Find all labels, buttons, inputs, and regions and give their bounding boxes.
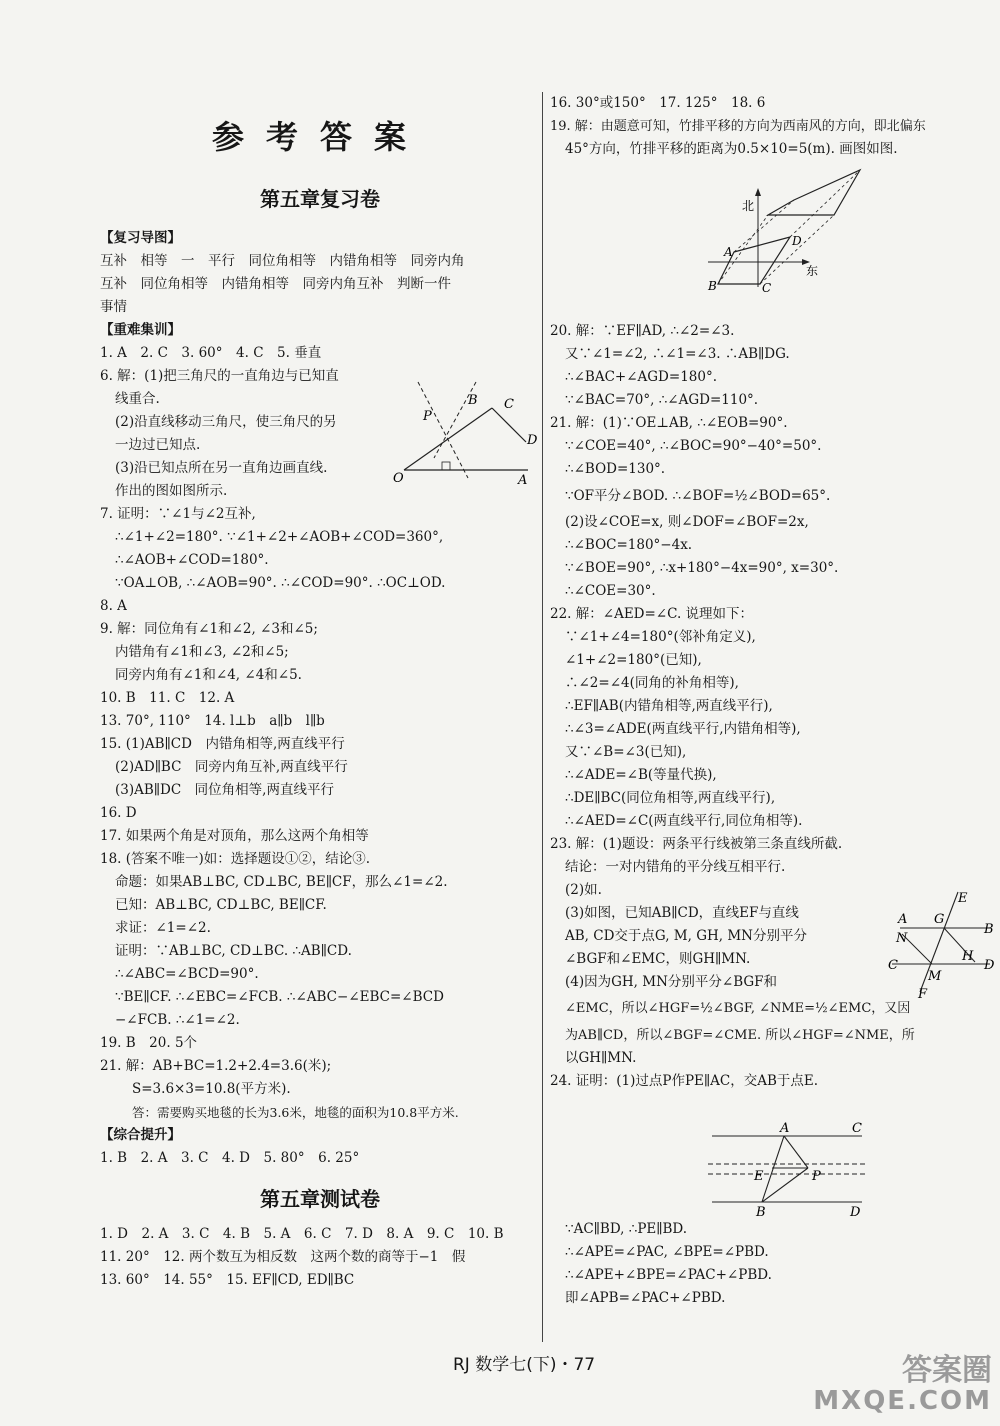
answer-line: 16. 30°或150° 17. 125° 18. 6 (550, 95, 766, 111)
answer-line: 线重合. (115, 391, 160, 407)
key-training-heading: 【重难集训】 (100, 322, 181, 338)
q19-label-c: C (762, 281, 772, 295)
answer-line: 10. B 11. C 12. A (100, 690, 235, 706)
page-footer: RJ 数学七(下)・77 (453, 1355, 596, 1375)
answer-line: 19. 解：由题意可知，竹排平移的方向为西南风的方向，即北偏东 (550, 119, 926, 134)
answer-line: ∴DE∥BC(同位角相等,两直线平行), (565, 790, 776, 806)
q23-label-d: D (984, 958, 995, 973)
answer-line: 结论：一对内错角的平分线互相平行. (565, 859, 786, 875)
q23-label-c: C (888, 958, 898, 973)
q23-label-g: G (934, 912, 945, 927)
answer-line: (2)AD∥BC 同旁内角互补,两直线平行 (115, 759, 348, 775)
q6-label-p: P (423, 409, 432, 424)
q6-figure (390, 380, 540, 488)
answer-line: 13. 60° 14. 55° 15. EF∥CD, ED∥BC (100, 1272, 355, 1288)
review-map-line: 事情 (100, 299, 127, 315)
answer-line: 内错角有∠1和∠3, ∠2和∠5; (115, 644, 289, 660)
answer-line: 20. 解：∵EF∥AD, ∴∠2=∠3. (550, 323, 735, 339)
answer-line: ∴∠2=∠4(同角的补角相等), (565, 675, 739, 691)
answer-line: ∵BE∥CF. ∴∠EBC=∠FCB. ∴∠ABC−∠EBC=∠BCD (115, 989, 444, 1005)
answer-line: 24. 证明：(1)过点P作PE∥AC，交AB于点E. (550, 1073, 819, 1089)
answer-line: (2)沿直线移动三角尺，使三角尺的另 (115, 414, 337, 430)
answer-line: 即∠APB=∠PAC+∠PBD. (565, 1290, 726, 1306)
answer-line: 以GH∥MN. (565, 1050, 637, 1066)
answer-line: 为AB∥CD，所以∠BGF=∠CME. 所以∠HGF=∠NME，所 (565, 1028, 915, 1043)
answer-line: AB, CD交于点G, M, GH, MN分别平分 (565, 928, 807, 944)
answer-line: 命题：如果AB⊥BC, CD⊥BC, BE∥CF，那么∠1=∠2. (115, 874, 448, 890)
q6-label-b: B (468, 393, 478, 408)
q23-label-b: B (984, 922, 994, 937)
q24-label-a: A (780, 1121, 790, 1136)
q19-label-a: A (724, 245, 733, 259)
q24-label-e: E (754, 1169, 764, 1184)
q23-label-e: E (958, 891, 968, 906)
answer-line: 1. A 2. C 3. 60° 4. C 5. 垂直 (100, 345, 322, 361)
q23-label-a: A (898, 912, 908, 927)
answer-line: 9. 解：同位角有∠1和∠2, ∠3和∠5; (100, 621, 318, 637)
q23-figure (880, 888, 998, 1000)
answer-line: ∠EMC，所以∠HGF=½∠BGF, ∠NME=½∠EMC，又因 (565, 1001, 911, 1016)
answer-line: 1. B 2. A 3. C 4. D 5. 80° 6. 25° (100, 1150, 360, 1166)
answer-line: 11. 20° 12. 两个数互为相反数 这两个数的商等于−1 假 (100, 1249, 466, 1265)
answer-line: −∠FCB. ∴∠1=∠2. (115, 1012, 240, 1028)
answer-line: 23. 解：(1)题设：两条平行线被第三条直线所截. (550, 836, 843, 852)
q19-label-b: B (708, 279, 717, 293)
right-column-bottom (550, 1218, 990, 1310)
answer-line: 8. A (100, 598, 127, 614)
q23-label-n: N (896, 931, 908, 946)
answer-line: ∠BGF和∠EMC，则GH∥MN. (565, 951, 751, 967)
q23-label-h: H (962, 949, 974, 964)
ch5-review-title: 第五章复习卷 (260, 187, 380, 211)
review-map-line: 互补 相等 一 平行 同位角相等 内错角相等 同旁内角 (100, 253, 465, 269)
q24-label-c: C (852, 1121, 862, 1136)
q6-label-d: D (527, 433, 538, 448)
answer-line: (3)AB∥DC 同位角相等,两直线平行 (115, 782, 334, 798)
answer-line: S=3.6×3=10.8(平方米). (132, 1081, 291, 1097)
answer-line: (3)如图，已知AB∥CD，直线EF与直线 (565, 905, 799, 921)
answer-line: ∵∠BOE=90°, ∴x+180°−4x=90°, x=30°. (565, 560, 839, 576)
answer-line: 证明：∵AB⊥BC, CD⊥BC. ∴AB∥CD. (115, 943, 352, 959)
answer-line: 13. 70°, 110° 14. l⊥b a∥b l∥b (100, 713, 325, 729)
right-column-top (550, 92, 990, 161)
answer-line: (2)设∠COE=x, 则∠DOF=∠BOF=2x, (565, 514, 809, 530)
q24-figure (700, 1118, 872, 1218)
answer-line: 求证：∠1=∠2. (115, 920, 211, 936)
answer-line: ∴∠COE=30°. (565, 583, 656, 599)
answer-line: (3)沿已知点所在另一直角边画直线. (115, 460, 328, 476)
answer-line: 已知：AB⊥BC, CD⊥BC, BE∥CF. (115, 897, 327, 913)
answer-line: 6. 解：(1)把三角尺的一直角边与已知直 (100, 368, 339, 384)
column-divider (542, 92, 543, 1342)
answer-line: 1. D 2. A 3. C 4. B 5. A 6. C 7. D 8. A 9. C 10. B (100, 1226, 504, 1242)
answer-line: 作出的图如图所示. (115, 483, 228, 499)
q6-label-o: O (393, 471, 404, 486)
answer-line: (4)因为GH, MN分别平分∠BGF和 (565, 974, 778, 990)
q19-label-east: 东 (806, 264, 819, 278)
answer-line: ∴∠3=∠ADE(两直线平行,内错角相等), (565, 721, 801, 737)
q23-label-m: M (928, 969, 942, 984)
q23-label-f: F (918, 987, 928, 1000)
answer-line: 21. 解：AB+BC=1.2+2.4=3.6(米); (100, 1058, 332, 1074)
answer-line: 15. (1)AB∥CD 内错角相等,两直线平行 (100, 736, 345, 752)
answer-line: ∴∠BAC+∠AGD=180°. (565, 369, 718, 385)
answer-line: 答：需要购买地毯的长为3.6米，地毯的面积为10.8平方米. (132, 1105, 459, 1120)
answer-line: 17. 如果两个角是对顶角，那么这两个角相等 (100, 828, 369, 844)
q24-label-p: P (812, 1169, 821, 1184)
answer-line: 7. 证明：∵∠1与∠2互补, (100, 506, 256, 522)
answer-line: 又∵∠1=∠2, ∴∠1=∠3. ∴AB∥DG. (565, 346, 790, 362)
comprehensive-heading: 【综合提升】 (100, 1127, 181, 1143)
answer-line: ∴∠1+∠2=180°. ∵∠1+∠2+∠AOB+∠COD=360°, (115, 529, 444, 545)
answer-line: ∵AC∥BD, ∴PE∥BD. (565, 1221, 688, 1237)
answer-line: ∴∠APE+∠BPE=∠PAC+∠PBD. (565, 1267, 772, 1283)
left-column (100, 188, 540, 1292)
answer-line: ∵∠COE=40°, ∴∠BOC=90°−40°=50°. (565, 438, 822, 454)
watermark-line1: 答案圈 (902, 1353, 992, 1388)
answer-line: ∴∠BOD=130°. (565, 461, 666, 477)
answer-line: ∴∠ADE=∠B(等量代换), (565, 767, 717, 783)
answer-line: 45°方向，竹排平移的距离为0.5×10=5(m). 画图如图. (565, 141, 898, 157)
watermark-line2: MXQE.COM (813, 1386, 992, 1416)
answer-line: ∴∠BOC=180°−4x. (565, 537, 693, 553)
answer-line: 同旁内角有∠1和∠4, ∠4和∠5. (115, 667, 302, 683)
q24-label-d: D (850, 1205, 861, 1218)
q6-label-c: C (504, 397, 514, 412)
review-map-line: 互补 同位角相等 内错角相等 同旁内角互补 判断一件 (100, 276, 451, 292)
q19-label-north: 北 (742, 199, 755, 213)
answer-line: ∵∠BAC=70°, ∴∠AGD=110°. (565, 392, 759, 408)
answer-line: 16. D (100, 805, 137, 821)
answer-line: ∴∠APE=∠PAC, ∠BPE=∠PBD. (565, 1244, 769, 1260)
answer-line: ∴∠AOB+∠COD=180°. (115, 552, 269, 568)
page-title: 参考答案 (211, 118, 428, 156)
answer-line: ∵∠1+∠4=180°(邻补角定义), (565, 629, 756, 645)
ch5-test-title: 第五章测试卷 (260, 1187, 380, 1211)
answer-line: 又∵∠B=∠3(已知), (565, 744, 687, 760)
answer-line: 18. (答案不唯一)如：选择题设①②，结论③. (100, 851, 371, 867)
answer-line: 22. 解：∠AED=∠C. 说理如下： (550, 606, 754, 622)
q19-label-d: D (792, 234, 802, 248)
q24-label-b: B (756, 1205, 766, 1218)
answer-line: ∵OA⊥OB, ∴∠AOB=90°. ∴∠COD=90°. ∴OC⊥OD. (115, 575, 446, 591)
answer-line: ∵OF平分∠BOD. ∴∠BOF=½∠BOD=65°. (565, 488, 831, 504)
answer-line: ∠1+∠2=180°(已知), (565, 652, 702, 668)
q6-label-a: A (518, 473, 528, 488)
answer-line: ∴EF∥AB(内错角相等,两直线平行), (565, 698, 773, 714)
answer-line: ∴∠ABC=∠BCD=90°. (115, 966, 259, 982)
answer-line: ∴∠AED=∠C(两直线平行,同位角相等). (565, 813, 803, 829)
answer-line: (2)如. (565, 882, 602, 898)
watermark-logo (813, 1353, 992, 1416)
answer-line: 21. 解：(1)∵OE⊥AB, ∴∠EOB=90°. (550, 415, 788, 431)
review-map-heading: 【复习导图】 (100, 230, 181, 246)
q19-figure (700, 162, 870, 297)
answer-line: 一边过已知点. (115, 437, 201, 453)
answer-line: 19. B 20. 5个 (100, 1035, 198, 1051)
